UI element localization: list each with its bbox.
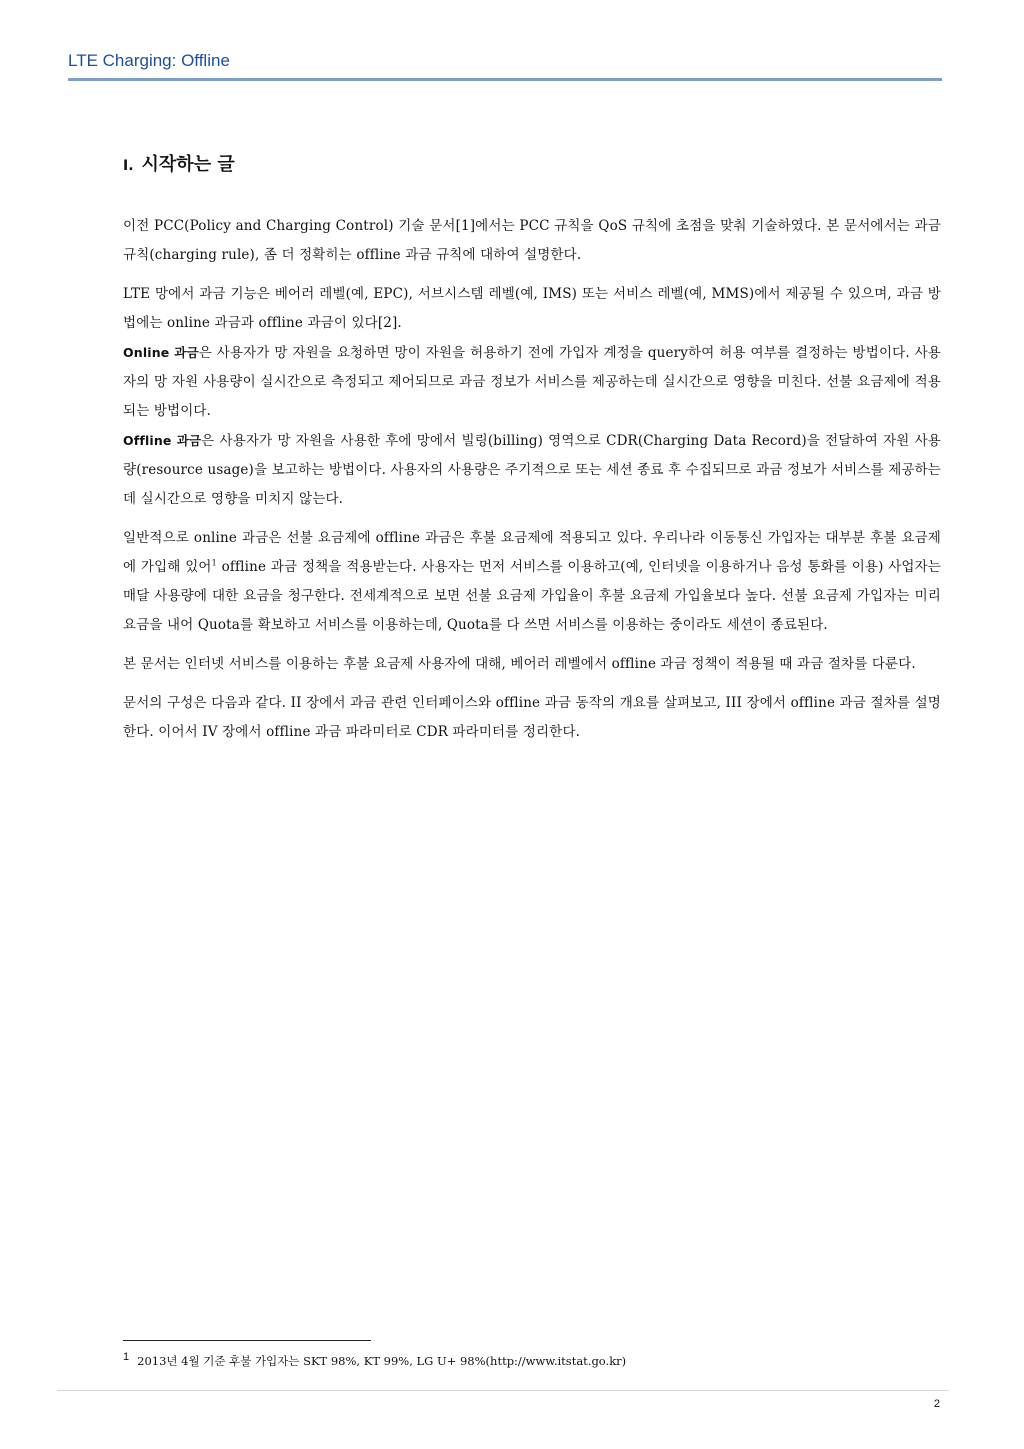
postpaid-text-after: offline 과금 정책을 적용받는다. 사용자는 먼저 서비스를 이용하고(예, 인터넷을 이용하거나 음성 통화를 이용) 사업자는 매달 사용량에 대한 요금을 청구한다. 전세계적으로 보면 선불 요금제 가입율이 후불 요금제 가입율보다 높다. 선불 요금제 가입자는 미리 요금을 내어 Quota를 확보하고 서비스를 이용하는데, Quota를 다 쓰면 서비스를 이용하는 중이라도 세션이 종료된다.	[123, 559, 941, 633]
footnote-reference[interactable]: 1	[211, 558, 217, 568]
online-charging-description: 은 사용자가 망 자원을 요청하면 망이 자원을 허용하기 전에 가입자 계정을 query하여 허용 여부를 결정하는 방법이다. 사용자의 망 자원 사용량이 실시간으로 측정되고 제어되므로 과금 정보가 서비스를 제공하는데 실시간으로 영향을 미친다. 선불 요금제에 적용되는 방법이다.	[123, 345, 941, 419]
page-header	[68, 50, 942, 81]
document-body	[123, 212, 941, 757]
section-title: 시작하는 글	[141, 154, 235, 175]
term-online-charging: Online 과금	[123, 345, 199, 360]
footnote-text: 2013년 4월 기준 후불 가입자는 SKT 98%, KT 99%, LG U+ 98%(http://www.itstat.go.kr)	[137, 1353, 627, 1368]
postpaid-text-before: 일반적으로 online 과금은 선불 요금제에 offline 과금은 후불 요금제에 적용되고 있다. 우리나라 이동통신 가입자는 대부분 후불 요금제에 가입해 있어	[123, 530, 941, 575]
paragraph-structure: 문서의 구성은 다음과 같다. II 장에서 과금 관련 인터페이스와 offline 과금 동작의 개요를 살펴보고, III 장에서 offline 과금 절차를 설명한다. 이어서 IV 장에서 offline 과금 파라미터로 CDR 파라미터를 정리한다.	[123, 695, 941, 740]
document-title: LTE Charging: Offline	[68, 51, 230, 70]
paragraph-intro: 이전 PCC(Policy and Charging Control) 기술 문서[1]에서는 PCC 규칙을 QoS 규칙에 초점을 맞춰 기술하였다. 본 문서에서는 과금 규칙(charging rule), 좀 더 정확히는 offline 과금 규칙에 대하여 설명한다.	[123, 218, 941, 263]
offline-charging-description: 은 사용자가 망 자원을 사용한 후에 망에서 빌링(billing) 영역으로 CDR(Charging Data Record)을 전달하여 자원 사용량(resource usage)을 보고하는 방법이다. 사용자의 사용량은 주기적으로 또는 세션 종료 후 수집되므로 과금 정보가 서비스를 제공하는데 실시간으로 영향을 미치지 않는다.	[123, 433, 942, 507]
term-offline-charging: Offline 과금	[123, 433, 202, 448]
paragraph-scope: 본 문서는 인터넷 서비스를 이용하는 후불 요금제 사용자에 대해, 베어러 레벨에서 offline 과금 정책이 적용될 때 과금 절차를 다룬다.	[123, 656, 916, 672]
paragraph-postpaid	[123, 524, 941, 640]
paragraph-offline-charging	[123, 426, 941, 514]
footnote-divider	[123, 1340, 371, 1341]
section-number: I.	[123, 158, 134, 174]
section-heading	[123, 152, 235, 179]
page-number: 2	[933, 1398, 940, 1410]
footnote	[123, 1348, 941, 1370]
footer-divider	[57, 1390, 949, 1391]
paragraph-charging-methods: LTE 망에서 과금 기능은 베어러 레벨(예, EPC), 서브시스템 레벨(예, IMS) 또는 서비스 레벨(예, MMS)에서 제공될 수 있으며, 과금 방법에는 online 과금과 offline 과금이 있다[2].	[123, 286, 941, 331]
paragraph-online-charging	[123, 338, 941, 426]
footnote-mark: 1	[123, 1351, 130, 1363]
